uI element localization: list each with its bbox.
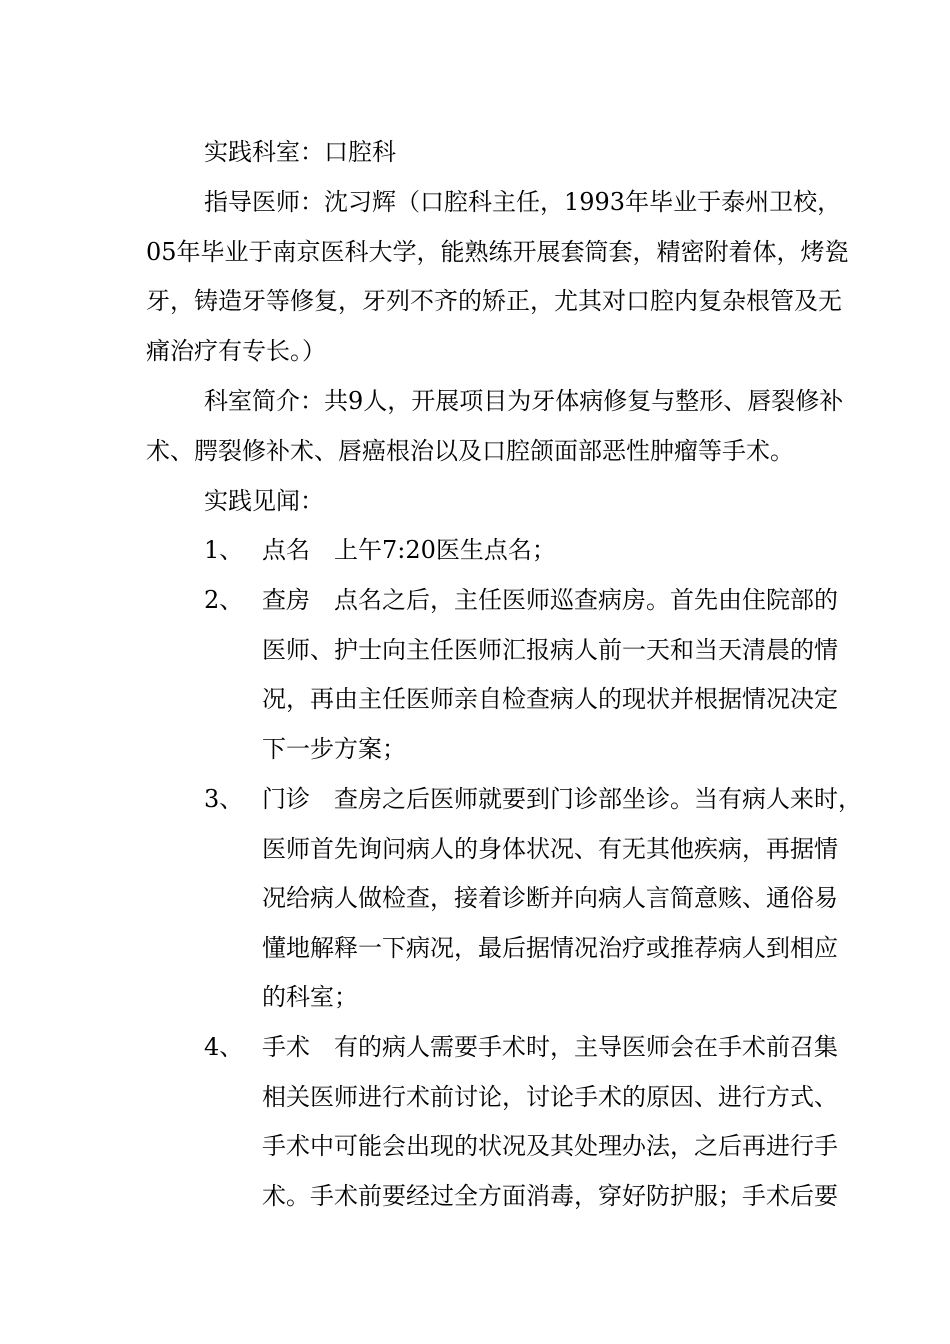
list-item-body	[262, 1023, 850, 1221]
list-item-number: 4、	[204, 1033, 244, 1061]
list-item-line: 手术 有的病人需要手术时，主导医师会在手术前召集	[262, 1033, 838, 1061]
list-item-line: 医师、护士向主任医师汇报病人前一天和当天清晨的情	[262, 635, 838, 664]
instructor-line-3: 牙，铸造牙等修复，牙列不齐的矫正，尤其对口腔内复杂根管及无	[146, 287, 842, 315]
list-item-line: 医师首先询问病人的身体状况、有无其他疾病，再据情	[262, 834, 838, 863]
list-item-body	[262, 775, 862, 1023]
list-item-body	[262, 576, 850, 774]
instructor-line-2: 05年毕业于南京医科大学，能熟练开展套筒套，精密附着体，烤瓷	[146, 237, 849, 266]
list-item-line: 的科室；	[262, 983, 358, 1011]
intro-line-2: 术、腭裂修补术、唇癌根治以及口腔颌面部恶性肿瘤等手术。	[146, 436, 794, 465]
list-item-number: 1、	[204, 536, 244, 564]
intro-line-1: 科室简介：共9人，开展项目为牙体病修复与整形、唇裂修补	[204, 387, 844, 415]
instructor-line-4: 痛治疗有专长。）	[146, 336, 326, 365]
list-item-number: 3、	[204, 785, 244, 813]
list-item-number: 2、	[204, 586, 244, 614]
instructor-paragraph	[146, 178, 849, 376]
list-item-line: 点名 上午7:20医生点名；	[262, 536, 556, 564]
list-item-line: 况，再由主任医师亲自检查病人的现状并根据情况决定	[262, 685, 838, 713]
observations-heading: 实践见闻：	[204, 487, 324, 515]
department-line: 实践科室：口腔科	[204, 138, 396, 166]
list-item-line: 门诊 查房之后医师就要到门诊部坐诊。当有病人来时，	[262, 785, 862, 813]
list-item-body	[262, 526, 850, 576]
observations-heading-paragraph	[146, 477, 846, 527]
department-paragraph	[146, 128, 846, 178]
list-item-line: 况给病人做检查，接着诊断并向病人言简意赅、通俗易	[262, 884, 838, 912]
list-item-line: 下一步方案；	[262, 734, 406, 763]
list-item-line: 查房 点名之后，主任医师巡查病房。首先由住院部的	[262, 586, 838, 614]
list-item-line: 懂地解释一下病况，最后据情况治疗或推荐病人到相应	[262, 933, 838, 962]
list-item-line: 相关医师进行术前讨论，讨论手术的原因、进行方式、	[262, 1082, 838, 1111]
intro-paragraph	[146, 377, 846, 476]
list-item-line: 术。手术前要经过全方面消毒，穿好防护服；手术后要	[262, 1181, 838, 1210]
list-item-line: 手术中可能会出现的状况及其处理办法，之后再进行手	[262, 1132, 838, 1160]
instructor-line-1: 指导医师：沈习辉（口腔科主任，1993年毕业于泰州卫校，	[204, 188, 842, 216]
